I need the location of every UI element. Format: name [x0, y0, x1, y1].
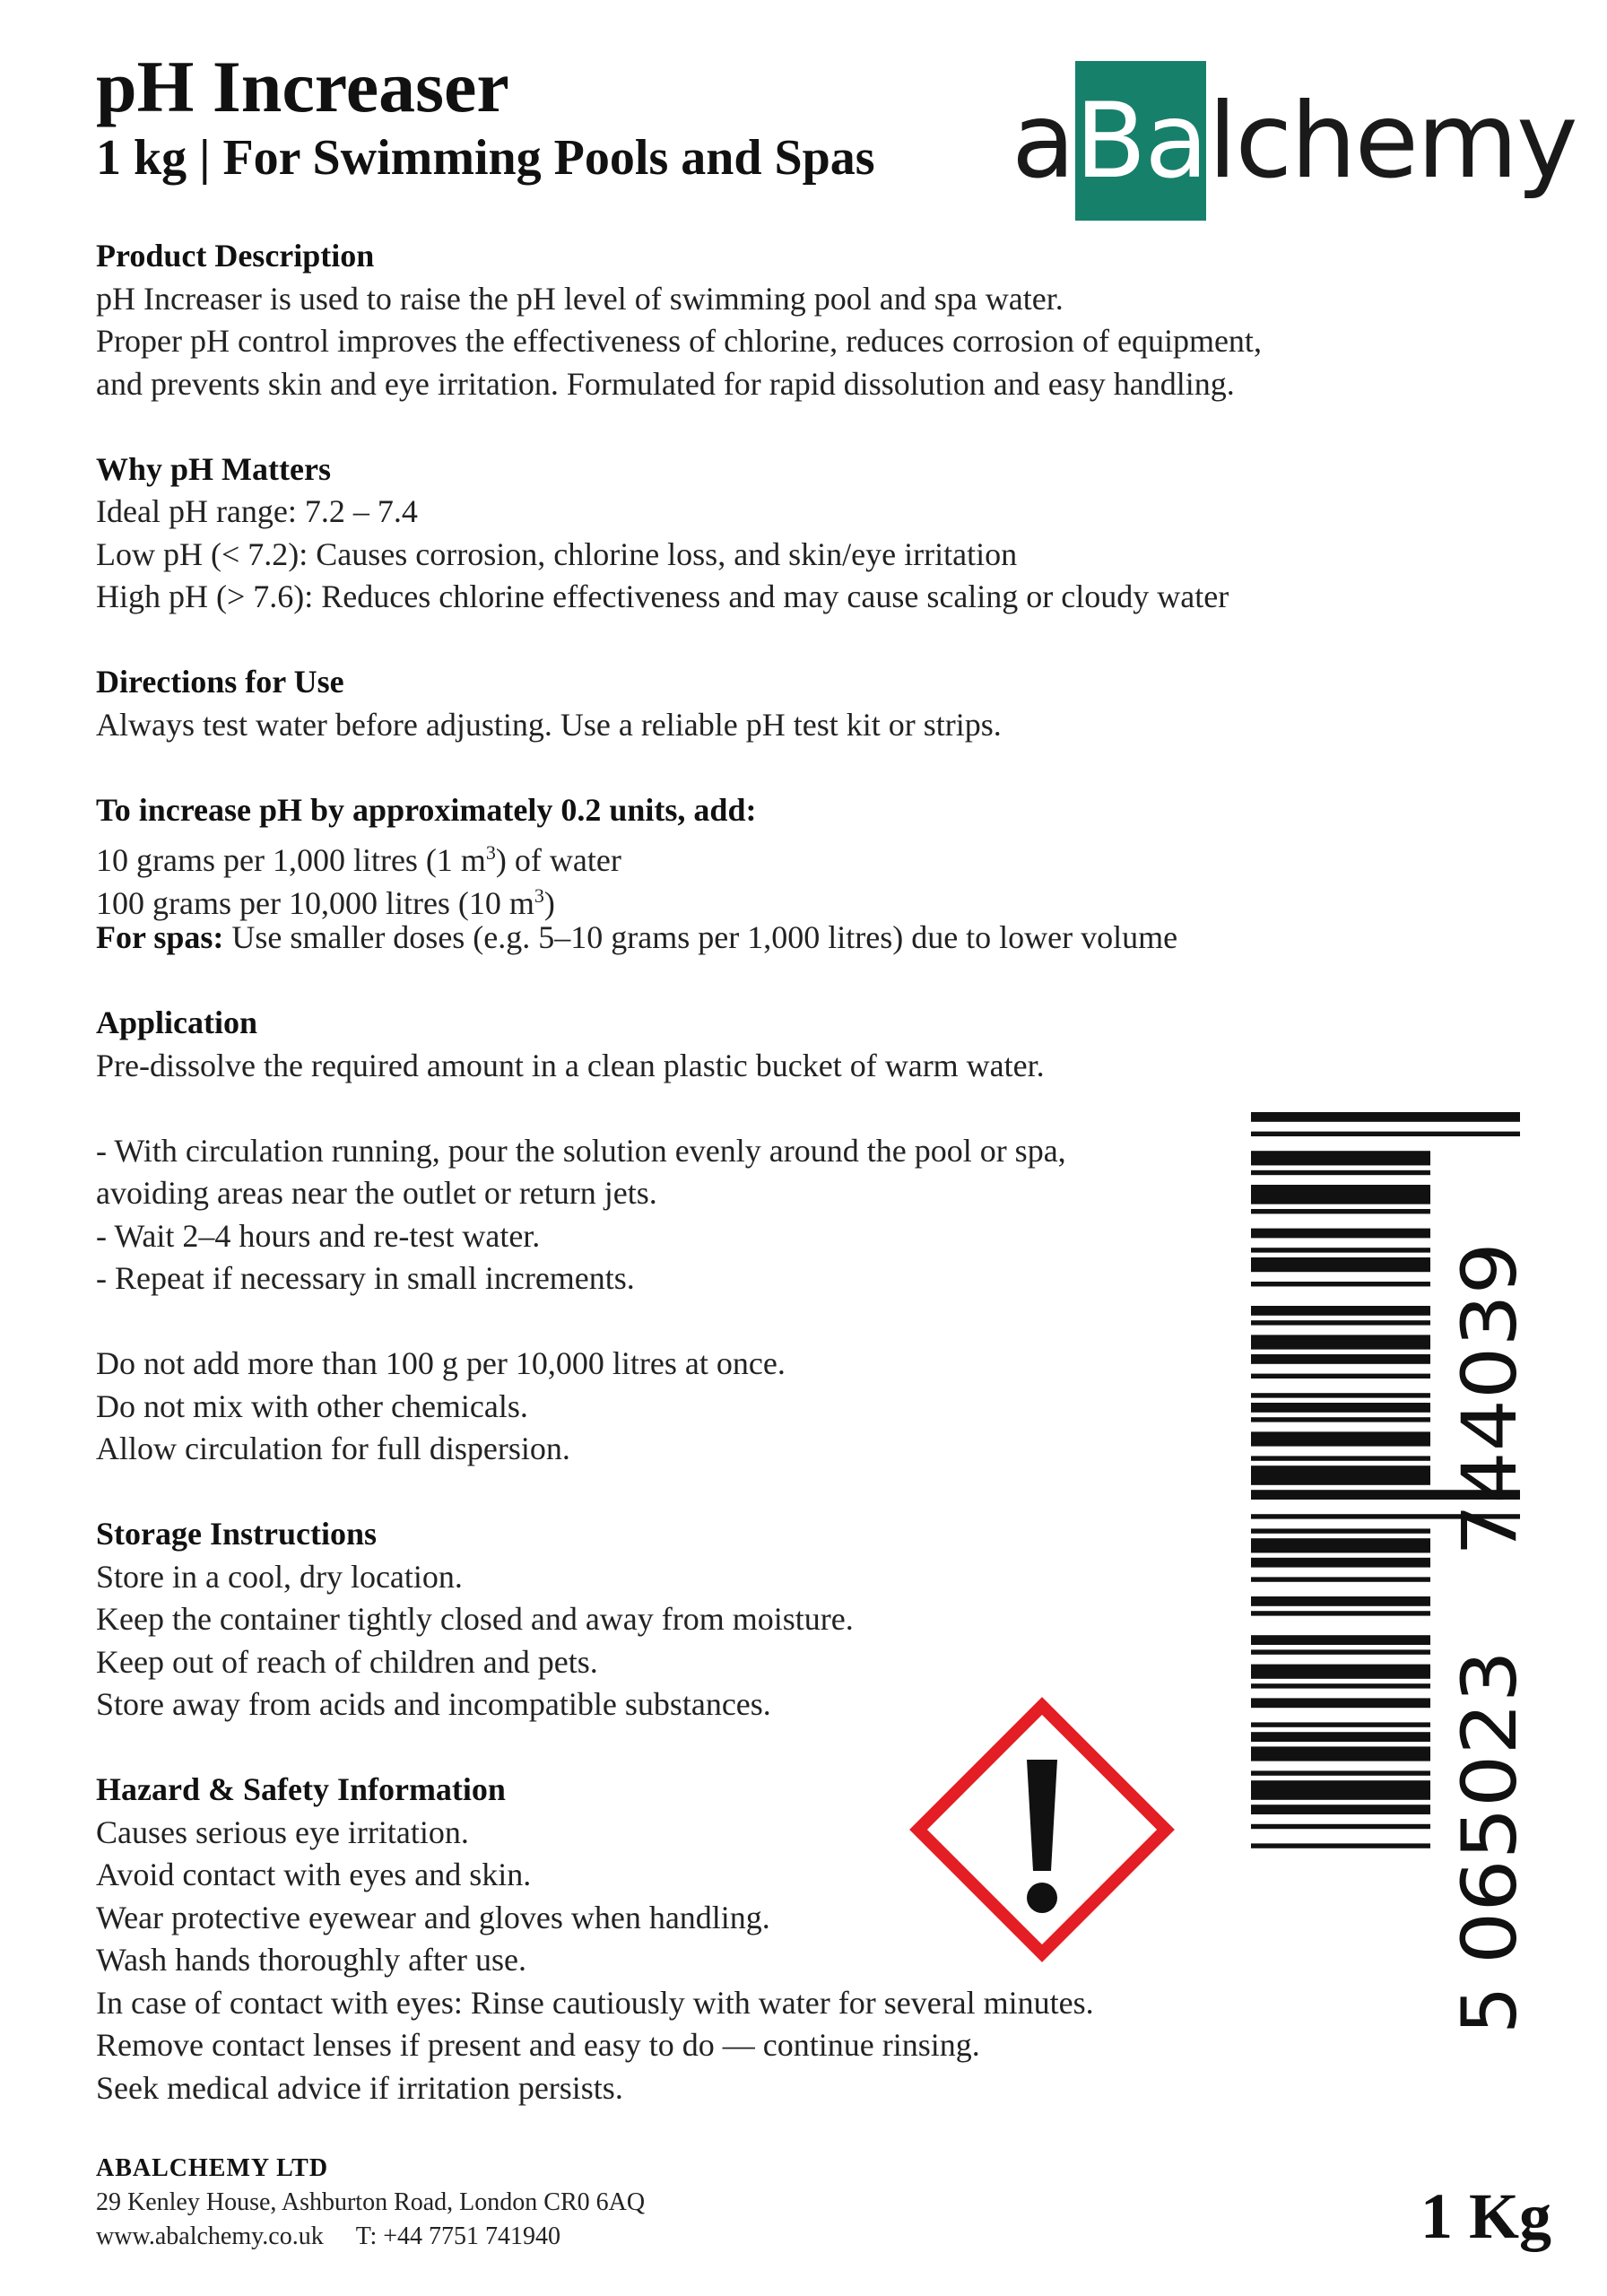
barcode-bar — [1251, 1577, 1430, 1581]
page-subtitle: 1 kg | For Swimming Pools and Spas — [96, 130, 875, 186]
barcode-bar — [1251, 1649, 1430, 1654]
dosage-line — [96, 874, 1351, 921]
hazard-line: Wash hands thoroughly after use. — [96, 1942, 526, 1978]
section-heading-dosage: To increase pH by approximately 0.2 units, add: — [96, 791, 757, 828]
why-line: Low pH (< 7.2): Causes corrosion, chlorine loss, and skin/eye irritation — [96, 535, 1018, 572]
barcode-digits-group-1: 065023 — [1446, 1676, 1533, 1964]
dosage-superscript: 3 — [534, 883, 544, 907]
logo-text-after: lchemy — [1208, 80, 1577, 202]
storage-line: Keep the container tightly closed and away from moisture. — [96, 1601, 854, 1637]
dosage-superscript: 3 — [485, 841, 496, 864]
hazard-line: Seek medical advice if irritation persists. — [96, 2069, 623, 2106]
barcode-bar — [1251, 1257, 1430, 1272]
dosage-line-text: ) of water — [495, 842, 621, 878]
barcode-bar — [1251, 1185, 1430, 1205]
application-intro: Pre-dissolve the required amount in a clean plastic bucket of warm water. — [96, 1047, 1045, 1083]
application-step: - Wait 2–4 hours and re-test water. — [96, 1217, 541, 1254]
barcode-bar — [1251, 1403, 1430, 1413]
section-heading-application: Application — [96, 1004, 258, 1040]
barcode — [1251, 1112, 1533, 2036]
application-step: - Repeat if necessary in small increments. — [96, 1260, 635, 1296]
barcode-bar — [1251, 1665, 1430, 1679]
footer-website: www.abalchemy.co.uk — [96, 2222, 324, 2250]
barcode-bar — [1251, 1374, 1430, 1378]
barcode-digits-group-2: 744039 — [1446, 1268, 1533, 1556]
barcode-bar — [1251, 1732, 1430, 1742]
barcode-bar — [1251, 1112, 1520, 1122]
barcode-bar — [1251, 1393, 1430, 1397]
dosage-line-text: 10 grams per 1,000 litres (1 m — [96, 842, 486, 878]
barcode-bar — [1251, 1596, 1430, 1606]
application-note: Do not add more than 100 g per 10,000 litres at once. — [96, 1345, 786, 1381]
barcode-bar — [1251, 1770, 1430, 1775]
barcode-bar — [1251, 1431, 1430, 1446]
exclamation-dot — [1027, 1883, 1057, 1913]
section-heading-description: Product Description — [96, 238, 375, 274]
dosage-line — [96, 831, 1351, 878]
description-line: and prevents skin and eye irritation. Formulated for rapid dissolution and easy handling. — [96, 365, 1235, 402]
application-note: Do not mix with other chemicals. — [96, 1387, 528, 1424]
logo-box: Ba — [1075, 61, 1206, 221]
barcode-bar — [1251, 1805, 1430, 1814]
directions-line: Always test water before adjusting. Use a reliable pH test kit or strips. — [96, 706, 1002, 743]
footer-contact — [96, 2222, 560, 2251]
net-weight: 1 Kg — [1420, 2180, 1551, 2252]
exclamation-hazard-icon — [908, 1695, 1177, 1964]
barcode-bar — [1251, 1320, 1430, 1325]
barcode-bar — [1251, 1456, 1430, 1460]
dosage-spas-line — [96, 917, 1351, 960]
hazard-line: Avoid contact with eyes and skin. — [96, 1857, 532, 1892]
section-heading-hazard: Hazard & Safety Information — [96, 1771, 506, 1807]
barcode-bar — [1251, 1558, 1430, 1568]
section-heading-directions: Directions for Use — [96, 664, 344, 700]
barcode-bar — [1251, 1698, 1430, 1708]
application-step: avoiding areas near the outlet or return jets. — [96, 1175, 657, 1211]
barcode-bar — [1251, 1528, 1430, 1533]
barcode-bar — [1251, 1465, 1430, 1485]
dosage-line-text: 100 grams per 10,000 litres (10 m — [96, 884, 534, 921]
footer-phone: T: +44 7751 741940 — [355, 2222, 561, 2250]
hazard-line: Remove contact lenses if present and easy to do — continue rinsing. — [96, 2027, 980, 2063]
description-line: pH Increaser is used to raise the pH level of swimming pool and spa water. — [96, 280, 1064, 317]
barcode-bar — [1251, 1417, 1430, 1422]
storage-line: Store away from acids and incompatible substances. — [96, 1686, 771, 1722]
hazard-line: In case of contact with eyes: Rinse cautiously with water for several minutes. — [96, 1984, 1094, 2021]
footer-company: ABALCHEMY LTD — [96, 2154, 329, 2182]
description-line: Proper pH control improves the effectiveness of chlorine, reduces corrosion of equipment, — [96, 323, 1262, 359]
brand-logo — [1012, 61, 1577, 221]
barcode-bar — [1251, 1611, 1430, 1615]
spas-label: For spas: — [96, 919, 224, 955]
storage-line: Store in a cool, dry location. — [96, 1558, 463, 1595]
barcode-bar — [1251, 1151, 1430, 1165]
barcode-bar — [1251, 1746, 1430, 1761]
barcode-bar — [1251, 1282, 1430, 1286]
barcode-bar — [1251, 1824, 1430, 1829]
barcode-bar — [1251, 1843, 1430, 1848]
hazard-line: Causes serious eye irritation. — [96, 1813, 469, 1850]
barcode-bar — [1251, 1306, 1430, 1316]
barcode-bar — [1251, 1248, 1430, 1252]
application-step: - With circulation running, pour the solution evenly around the pool or spa, — [96, 1132, 1066, 1169]
barcode-digit-first: 5 — [1446, 1986, 1533, 2034]
logo-text-before: a — [1012, 80, 1074, 202]
barcode-bar — [1251, 1722, 1430, 1726]
barcode-bar — [1251, 1170, 1430, 1175]
barcode-bar — [1251, 1335, 1430, 1349]
why-line: High pH (> 7.6): Reduces chlorine effectiveness and may cause scaling or cloudy water — [96, 578, 1229, 614]
barcode-bar — [1251, 1354, 1430, 1364]
hazard-line: Wear protective eyewear and gloves when handling. — [96, 1899, 770, 1935]
barcode-bar — [1251, 1132, 1520, 1136]
barcode-bar — [1251, 1229, 1430, 1239]
barcode-bar — [1251, 1635, 1430, 1645]
spas-text: Use smaller doses (e.g. 5–10 grams per 1,000 litres) due to lower volume — [223, 919, 1178, 955]
why-line: Ideal pH range: 7.2 – 7.4 — [96, 493, 418, 529]
barcode-bar — [1251, 1209, 1430, 1213]
section-heading-why: Why pH Matters — [96, 450, 331, 487]
storage-line: Keep out of reach of children and pets. — [96, 1643, 598, 1680]
section-heading-storage: Storage Instructions — [96, 1516, 377, 1552]
application-note: Allow circulation for full dispersion. — [96, 1431, 570, 1466]
barcode-bar — [1251, 1538, 1430, 1552]
barcode-bar — [1251, 1780, 1430, 1800]
dosage-line-text: ) — [543, 884, 555, 921]
page-title: pH Increaser — [96, 46, 509, 127]
barcode-bar — [1251, 1683, 1430, 1688]
footer-address: 29 Kenley House, Ashburton Road, London CR0 6AQ — [96, 2188, 646, 2216]
